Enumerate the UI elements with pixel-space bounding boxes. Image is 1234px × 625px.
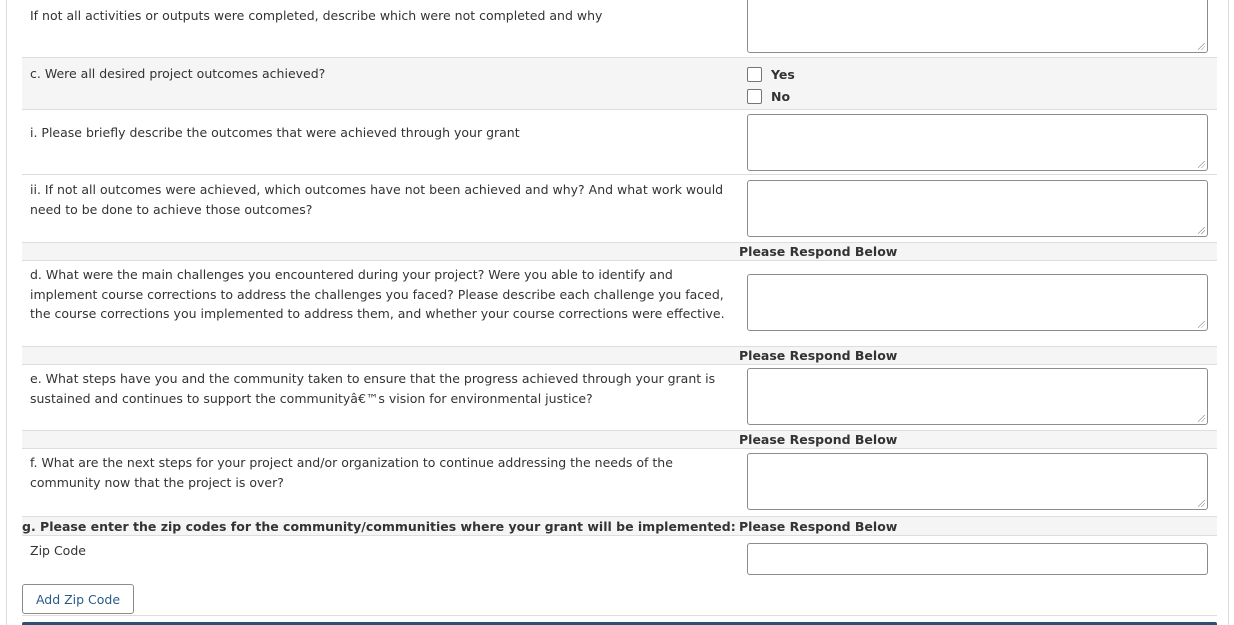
row-next-steps: [22, 449, 1217, 517]
zip-code-row: [22, 536, 1217, 580]
no-label: No: [771, 88, 791, 104]
option-no[interactable]: [747, 87, 790, 105]
frame-border-left: [6, 0, 7, 625]
textarea-activities-not-completed[interactable]: [747, 0, 1208, 53]
respond-label-challenges: Please Respond Below: [739, 244, 898, 259]
no-checkbox[interactable]: [747, 89, 762, 104]
yes-label: Yes: [771, 66, 795, 82]
row-outcomes-not-achieved: [22, 175, 1217, 243]
textarea-outcomes-not-achieved[interactable]: [747, 180, 1208, 237]
respond-header-next-steps: [22, 431, 1217, 449]
textarea-next-steps[interactable]: [747, 453, 1208, 510]
question-outcomes-achieved: c. Were all desired project outcomes achieved?: [30, 66, 326, 81]
zip-code-input[interactable]: [747, 543, 1208, 575]
respond-label-next-steps: Please Respond Below: [739, 432, 898, 447]
option-yes[interactable]: [747, 65, 795, 83]
yes-checkbox[interactable]: [747, 67, 762, 82]
question-outcomes-described: i. Please briefly describe the outcomes that were achieved through your grant: [30, 125, 520, 140]
textarea-sustain[interactable]: [747, 368, 1208, 425]
respond-label-zip: Please Respond Below: [739, 519, 898, 534]
row-challenges: [22, 261, 1217, 347]
row-activities-not-completed: [22, 0, 1217, 58]
respond-header-challenges: [22, 243, 1217, 261]
add-zip-code-button[interactable]: Add Zip Code: [22, 584, 134, 614]
zip-code-header: [22, 517, 1217, 536]
row-outcomes-described: [22, 110, 1217, 175]
row-outcomes-achieved: [22, 58, 1217, 110]
question-sustain: e. What steps have you and the community taken to ensure that the progress achieved through your grant is sustained and continues to support the communityâ€™s vision for environmental justice?: [30, 371, 716, 406]
textarea-challenges[interactable]: [747, 274, 1208, 331]
respond-label-sustain: Please Respond Below: [739, 348, 898, 363]
zip-code-label: Zip Code: [30, 543, 86, 558]
question-activities-not-completed: If not all activities or outputs were completed, describe which were not completed and why: [30, 8, 603, 23]
row-sustain: [22, 365, 1217, 431]
textarea-outcomes-described[interactable]: [747, 114, 1208, 171]
frame-border-right: [1228, 0, 1229, 625]
section-divider: [22, 615, 1217, 616]
question-outcomes-not-achieved: ii. If not all outcomes were achieved, which outcomes have not been achieved and why? And what work would need to be done to achieve those outcomes?: [30, 182, 724, 217]
question-challenges: d. What were the main challenges you encountered during your project? Were you able to identify and implement course corrections to address the challenges you faced? Please describe each challenge you faced, the course corrections you implemented to address them, and whether your course corrections were effective.: [30, 267, 725, 321]
question-next-steps: f. What are the next steps for your project and/or organization to continue addressing the needs of the community now that the project is over?: [30, 455, 673, 490]
question-zip-codes: g. Please enter the zip codes for the community/communities where your grant will be implemented:: [22, 519, 736, 534]
respond-header-sustain: [22, 347, 1217, 365]
